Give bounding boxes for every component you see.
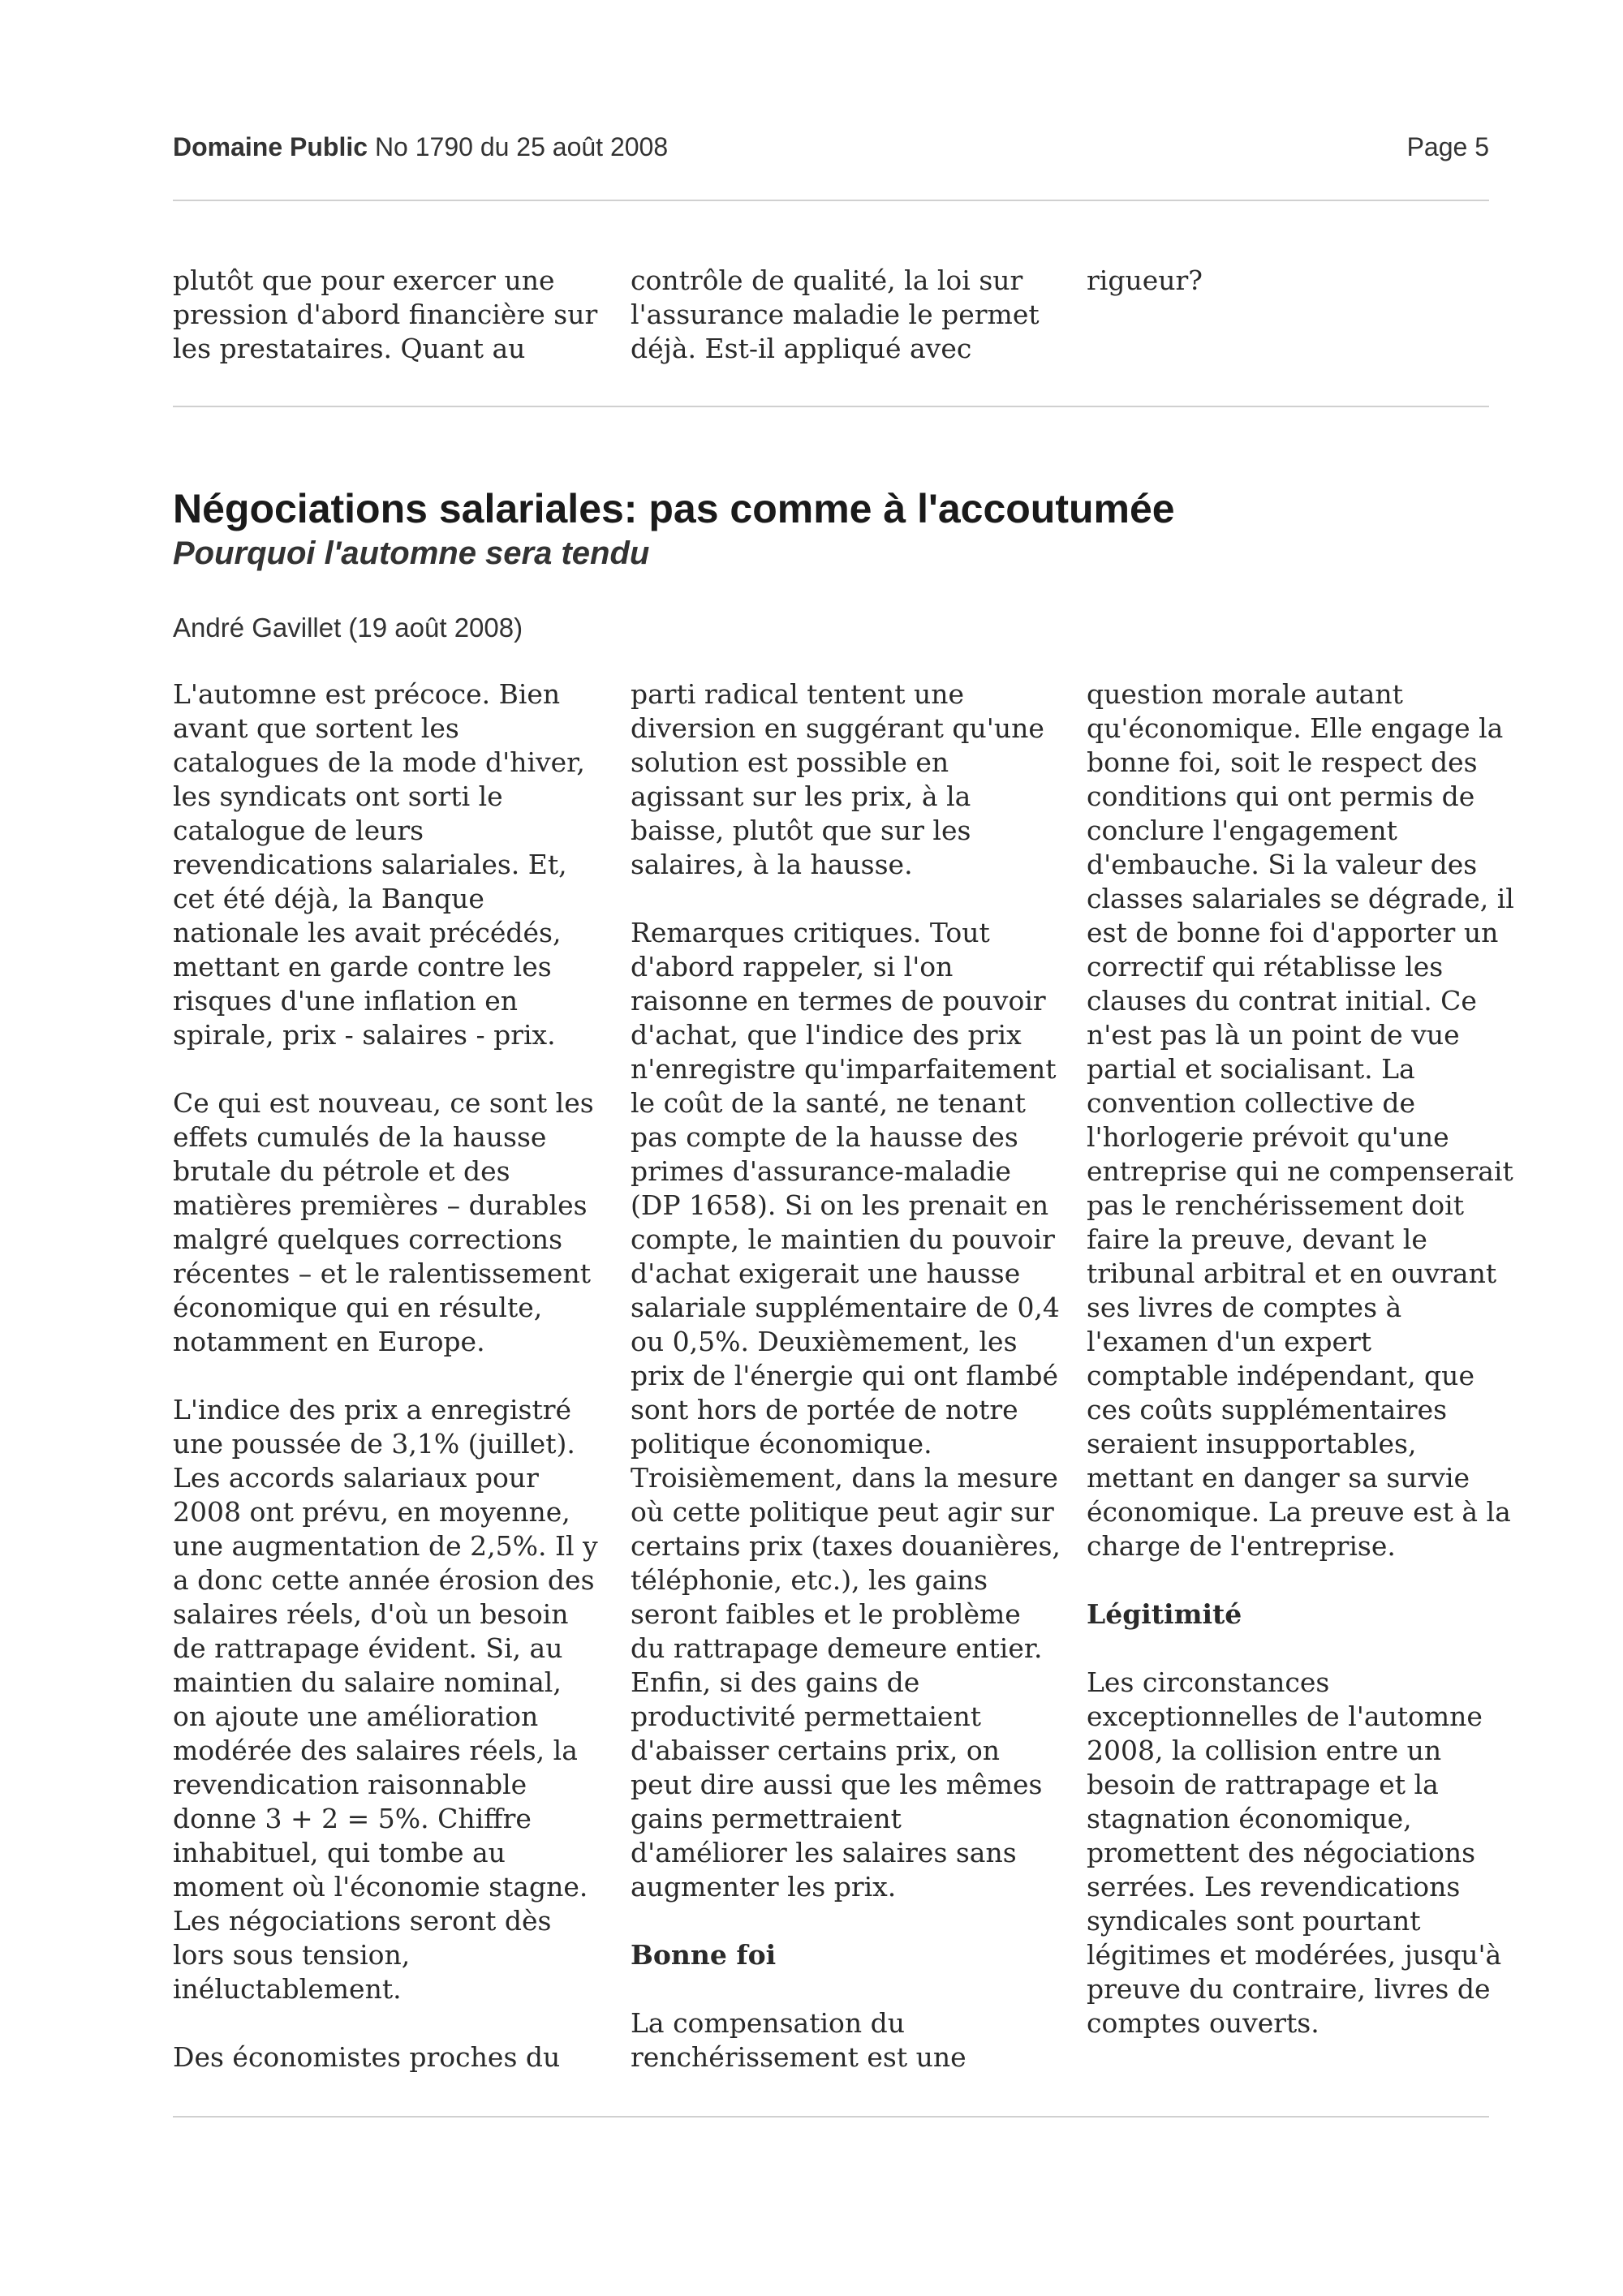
page-header [173,132,1489,165]
paragraph: Les circonstances exceptionnelles de l'automne 2008, la collision entre un besoin de rattrapage et la stagnation économique, promettent des négociations serrées. Les revendications syndicales sont pourtant légitimes et modérées, jusqu'à preuve du contraire, livres de comptes ouverts. [1087,1666,1502,2039]
paragraph: question morale autant qu'économique. Elle engage la bonne foi, soit le respect des conditions qui ont permis de conclure l'engagement d'embauche. Si la valeur des classes salariales se dégrade, il est de bonne foi d'apporter un correctif qui rétablisse les clauses du contrat initial. Ce n'est pas là un point de vue partial et socialisant. La convention collective de l'horlogerie prévoit qu'une entreprise qui ne compenserait pas le renchérissement doit faire la preuve, devant le tribunal arbitral et en ouvrant ses livres de comptes à l'examen d'un expert comptable indépendant, que ces coûts supplémentaires seraient insupportables, mettant en danger sa survie économique. La preuve est à la charge de l'entreprise. [1087,678,1514,1562]
footer-divider [173,2116,1489,2118]
paragraph: La compensation du renchérissement est une [631,2007,966,2073]
paragraph: L'automne est précoce. Bien avant que sortent les catalogues de la mode d'hiver, les syndicats ont sorti le catalogue de leurs revendications salariales. Et, cet été déjà, la Banque nationale les avait précédés, mettant en garde contre les risques d'une inflation en spirale, prix - salaires - prix. [173,678,585,1051]
prev-article-col-1 [173,264,603,366]
prev-article-col-2 [631,264,1061,366]
paragraph: parti radical tentent une diversion en suggérant qu'une solution est possible en agissant sur les prix, à la baisse, plutôt que sur les salaires, à la hausse. [631,678,1044,880]
section-heading: Bonne foi [631,1939,777,1971]
paragraph: Des économistes proches du [173,2041,561,2073]
section-heading: Légitimité [1087,1598,1242,1630]
article-column-2 [631,677,1061,2075]
prev-article-col-3 [1087,264,1517,298]
header-divider [173,200,1489,201]
publication-name: Domaine Public [173,132,368,161]
paragraph: Ce qui est nouveau, ce sont les effets cumulés de la hausse brutale du pétrole et des matières premières – durables malgré quelques corrections récentes – et le ralentissement économique qui en résulte, notamment en Europe. [173,1087,594,1357]
prev-article-text: contrôle de qualité, la loi sur l'assurance maladie le permet déjà. Est-il appliqué avec [631,264,1040,364]
page-number: Page 5 [1406,132,1489,161]
article-byline: André Gavillet (19 août 2008) [173,613,523,643]
article-title: Négociations salariales: pas comme à l'accoutumée [173,486,1175,531]
paragraph: Remarques critiques. Tout d'abord rappeler, si l'on raisonne en termes de pouvoir d'achat, que l'indice des prix n'enregistre qu'imparfaitement le coût de la santé, ne tenant pas compte de la hausse des primes d'assurance-maladie (DP 1658). Si on les prenait en compte, le maintien du pouvoir d'achat exigerait une hausse salariale supplémentaire de 0,4 ou 0,5%. Deuxièmement, les prix de l'énergie qui ont flambé sont hors de portée de notre politique économique. Troisièmement, dans la mesure où cette politique peut agir sur certains prix (taxes douanières, téléphonie, etc.), les gains seront faibles et le problème du rattrapage demeure entier. Enfin, si des gains de productivité permettaient d'abaisser certains prix, on peut dire aussi que les mêmes gains permettraient d'améliorer les salaires sans augmenter les prix. [631,917,1061,1903]
article-column-3 [1087,677,1517,2040]
article-column-1 [173,677,603,2075]
article-subtitle: Pourquoi l'automne sera tendu [173,535,650,571]
paragraph: L'indice des prix a enregistré une poussée de 3,1% (juillet). Les accords salariaux pour 2008 ont prévu, en moyenne, une augmentation de 2,5%. Il y a donc cette année érosion des salaires réels, d'où un besoin de rattrapage évident. Si, au maintien du salaire nominal, on ajoute une amélioration modérée des salaires réels, la revendication raisonnable donne 3 + 2 = 5%. Chiffre inhabituel, qui tombe au moment où l'économie stagne. Les négociations seront dès lors sous tension, inéluctablement. [173,1394,598,2005]
prev-article-text: plutôt que pour exercer une pression d'abord financière sur les prestataires. Quant au [173,264,598,364]
article-divider [173,406,1489,407]
issue-info: No 1790 du 25 août 2008 [368,132,669,161]
prev-article-text: rigueur? [1087,264,1203,296]
